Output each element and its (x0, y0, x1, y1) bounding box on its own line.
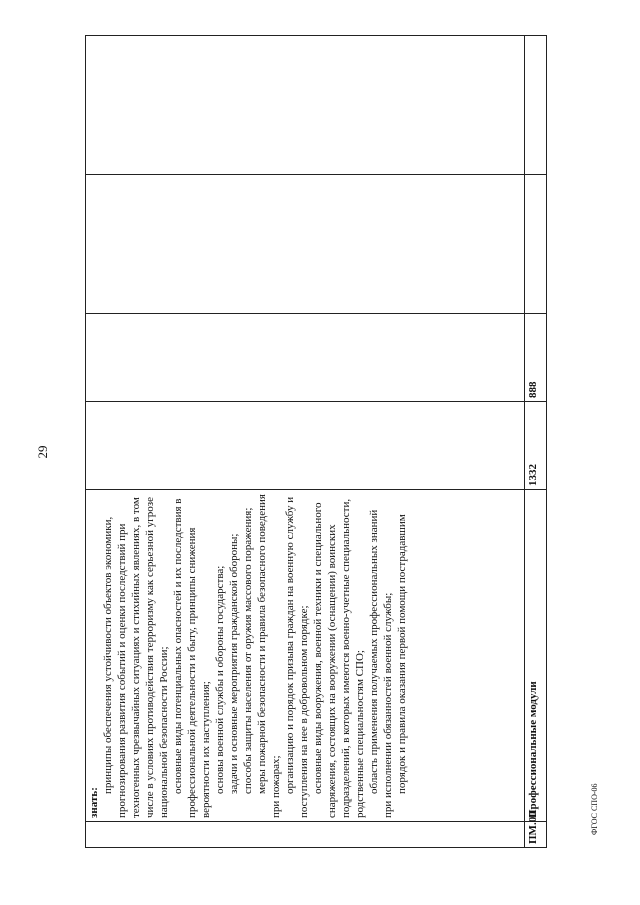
disciplines-cell (86, 175, 525, 314)
list-item: область применения получаемых профессиональных знаний при исполнении обязанностей военной службы; (368, 509, 394, 818)
list-item: организацию и порядок призыва граждан на военную службу и поступления на нее в добровольном порядке; (284, 496, 310, 818)
list-item: меры пожарной безопасности и правила безопасного поведения при пожарах; (256, 494, 282, 818)
module-code: ПМ.00 (525, 822, 547, 848)
footer-standard-code: ФГОС СПО-06 (590, 783, 599, 835)
mandatory-hours-cell (86, 314, 525, 402)
max-hours-cell (86, 402, 525, 490)
competencies-cell (86, 36, 525, 175)
code-cell (86, 822, 525, 848)
intro-label: знать: (88, 787, 100, 818)
module-max-hours: 1332 (525, 402, 547, 490)
module-mandatory-hours: 888 (525, 314, 547, 402)
module-competencies (525, 36, 547, 175)
list-item: основные виды вооружения, военной техники и специального снаряжения, состоящих на вооружении (оснащении) воинских подразделений, в которых имеются военно-учетные специальности, родственные специальностям СПО; (312, 498, 366, 818)
list-item: основы военной службы и обороны государства; (214, 565, 226, 794)
module-disciplines (525, 175, 547, 314)
rotated-page-content (85, 35, 546, 848)
description-cell (86, 490, 525, 822)
list-item: порядок и правила оказания первой помощи пострадавшим (396, 514, 408, 794)
list-item: принципы обеспечения устойчивости объектов экономики, прогнозирования развития событий и оценки последствий при техногенных чрезвычайных ситуациях и стихийных явлениях, в том числе в условиях противодействия терроризму как серьезной угрозе национальной безопасности России; (102, 497, 170, 818)
list-item: способы защиты населения от оружия массового поражения; (242, 507, 254, 794)
list-item: основные виды потенциальных опасностей и их последствия в профессиональной деятельности и быту, принципы снижения вероятности их наступления; (172, 498, 212, 818)
module-title: Профессиональные модули (525, 490, 547, 822)
table-row-competencies (86, 36, 525, 848)
curriculum-table (85, 35, 547, 848)
table-row-professional-modules (525, 36, 547, 848)
list-item: задачи и основные мероприятия гражданской обороны; (228, 533, 240, 794)
page-number: 29 (35, 445, 50, 459)
